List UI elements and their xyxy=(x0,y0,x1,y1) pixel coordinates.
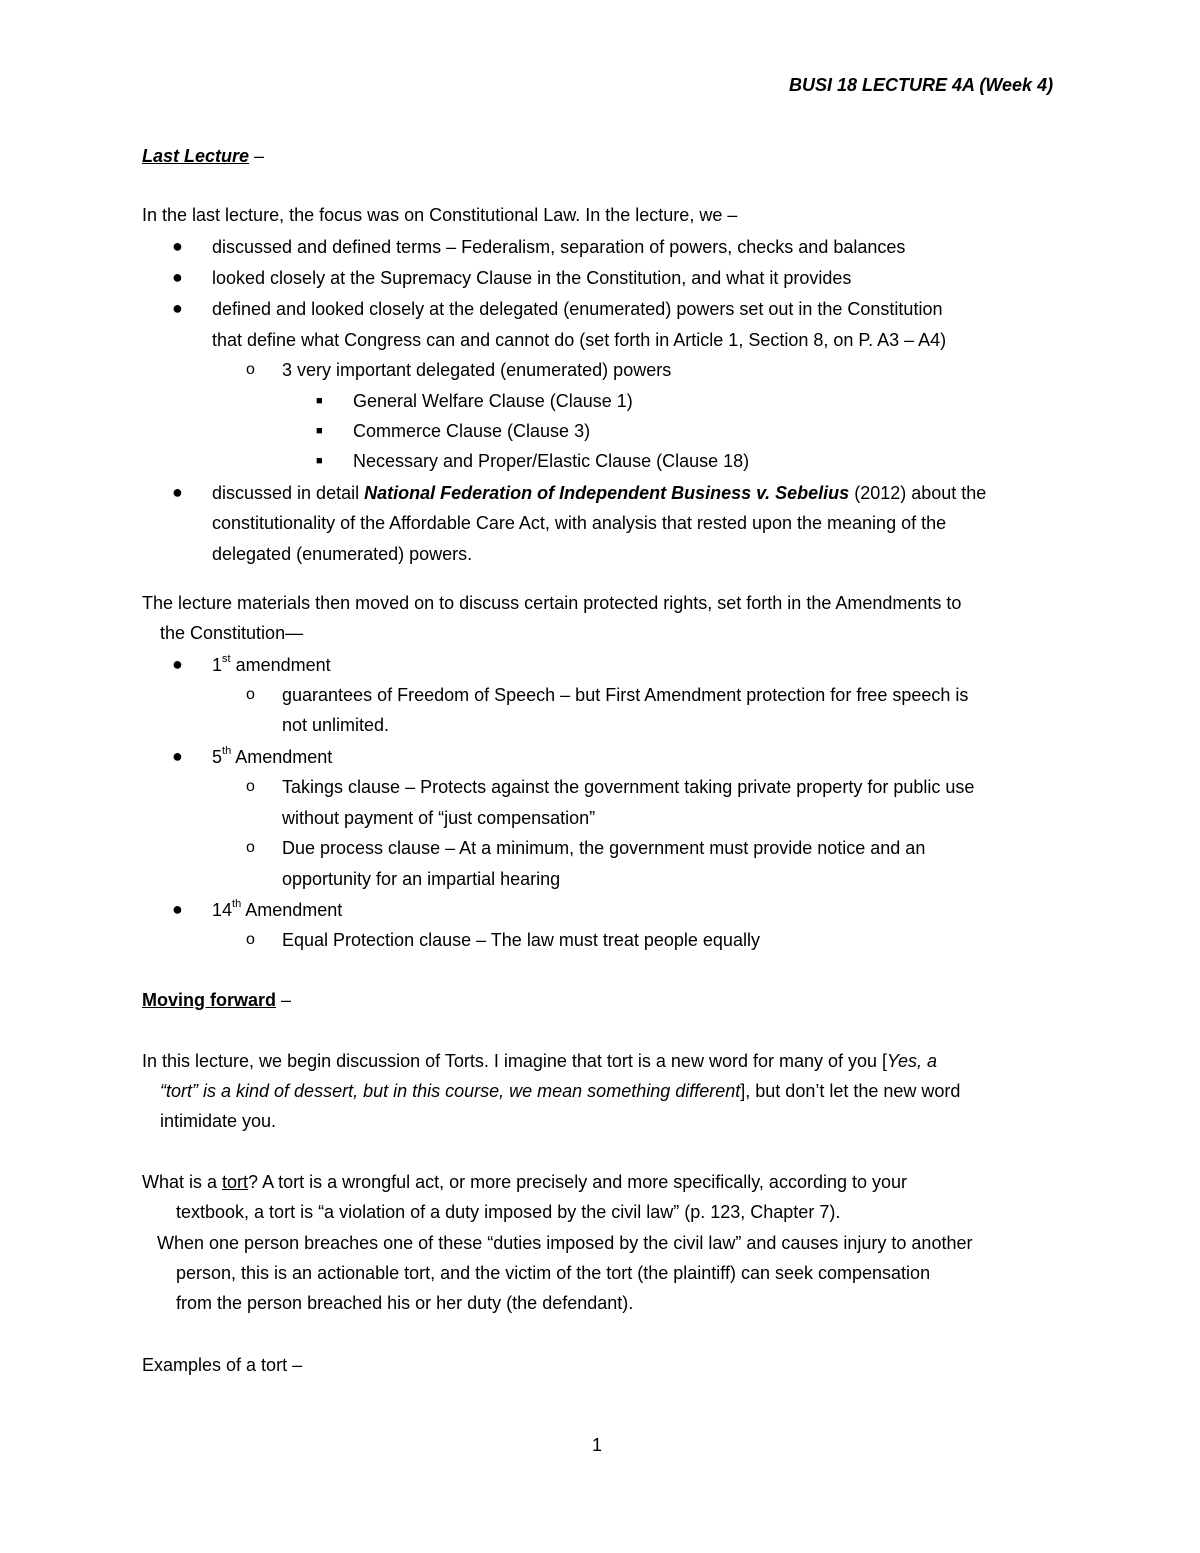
sub-bullet-continued: not unlimited. xyxy=(282,715,390,735)
sub-bullet-item: Equal Protection clause – The law must treat people equally xyxy=(282,930,760,950)
bullet-circle: o xyxy=(246,778,255,795)
amendment-fourteenth xyxy=(212,895,342,925)
clause-item: Necessary and Proper/Elastic Clause (Clause 18) xyxy=(353,451,750,471)
amendments-intro: The lecture materials then moved on to discuss certain protected rights, set forth in the Amendments to xyxy=(142,593,962,613)
bullet-item: looked closely at the Supremacy Clause in the Constitution, and what it provides xyxy=(212,268,852,288)
moving-forward-heading-line xyxy=(142,985,291,1015)
case-bullet-continued: delegated (enumerated) powers. xyxy=(212,544,473,564)
amendment-fifth xyxy=(212,742,332,772)
text-run: In this lecture, we begin discussion of Torts. I imagine that tort is a new word for many of you [ xyxy=(142,1051,888,1071)
sub-bullet-item: 3 very important delegated (enumerated) powers xyxy=(282,360,672,380)
bullet-square: ■ xyxy=(316,425,323,437)
underlined-term: tort xyxy=(222,1172,249,1192)
paragraph-line: When one person breaches one of these “duties imposed by the civil law” and causes injury to another xyxy=(157,1233,973,1253)
bullet-disc: ● xyxy=(172,482,183,502)
sub-bullet-continued: without payment of “just compensation” xyxy=(282,808,596,828)
bullet-disc: ● xyxy=(172,746,183,766)
bullet-circle: o xyxy=(246,839,255,856)
text-run: ], but don’t let the new word xyxy=(740,1081,961,1101)
moving-forward-heading: Moving forward xyxy=(142,990,276,1010)
sub-bullet-item: guarantees of Freedom of Speech – but First Amendment protection for free speech is xyxy=(282,685,969,705)
paragraph-line xyxy=(160,1076,960,1106)
bullet-circle: o xyxy=(246,931,255,948)
text-run: ? A tort is a wrongful act, or more precisely and more specifically, according to your xyxy=(248,1172,908,1192)
bullet-disc: ● xyxy=(172,654,183,674)
case-prefix: discussed in detail xyxy=(212,483,365,503)
sub-bullet-item: Due process clause – At a minimum, the government must provide notice and an xyxy=(282,838,926,858)
amendment-label: Amendment xyxy=(241,900,343,920)
italic-run: “tort” is a kind of dessert, but in this course, we mean something different xyxy=(160,1081,741,1101)
examples-line: Examples of a tort – xyxy=(142,1355,303,1375)
last-lecture-heading: Last Lecture xyxy=(142,146,250,166)
case-name: National Federation of Independent Business v. Sebelius xyxy=(364,483,850,503)
page-header: BUSI 18 LECTURE 4A (Week 4) xyxy=(789,75,1054,95)
bullet-square: ■ xyxy=(316,455,323,467)
last-lecture-intro: In the last lecture, the focus was on Constitutional Law. In the lecture, we – xyxy=(142,205,738,225)
paragraph-line: intimidate you. xyxy=(160,1111,277,1131)
paragraph-line xyxy=(142,1167,907,1197)
amendment-first xyxy=(212,650,331,680)
page-number: 1 xyxy=(592,1435,603,1455)
amendment-number: 1 xyxy=(212,655,223,675)
ordinal-suffix: th xyxy=(222,745,232,757)
bullet-disc: ● xyxy=(172,267,183,287)
paragraph-line: from the person breached his or her duty (the defendant). xyxy=(176,1293,634,1313)
heading-dash: – xyxy=(276,990,292,1010)
amendment-label: amendment xyxy=(230,655,331,675)
heading-dash: – xyxy=(249,146,265,166)
last-lecture-heading-line xyxy=(142,141,264,171)
paragraph-line xyxy=(142,1046,937,1076)
case-year: (2012) about the xyxy=(849,483,987,503)
bullet-item-continued: that define what Congress can and cannot do (set forth in Article 1, Section 8, on P. A3 – A4) xyxy=(212,330,947,350)
amendments-intro-continued: the Constitution— xyxy=(160,623,304,643)
amendment-number: 14 xyxy=(212,900,233,920)
bullet-square: ■ xyxy=(316,395,323,407)
ordinal-suffix: th xyxy=(232,898,242,910)
bullet-item: discussed and defined terms – Federalism, separation of powers, checks and balances xyxy=(212,237,906,257)
bullet-disc: ● xyxy=(172,899,183,919)
case-bullet-continued: constitutionality of the Affordable Care Act, with analysis that rested upon the meaning of the xyxy=(212,513,947,533)
case-bullet-line xyxy=(212,478,986,508)
text-run: What is a xyxy=(142,1172,223,1192)
paragraph-line: textbook, a tort is “a violation of a duty imposed by the civil law” (p. 123, Chapter 7). xyxy=(176,1202,841,1222)
ordinal-suffix: st xyxy=(222,653,231,665)
clause-item: Commerce Clause (Clause 3) xyxy=(353,421,591,441)
amendment-number: 5 xyxy=(212,747,223,767)
bullet-circle: o xyxy=(246,686,255,703)
amendment-label: Amendment xyxy=(231,747,333,767)
clause-item: General Welfare Clause (Clause 1) xyxy=(353,391,633,411)
bullet-item: defined and looked closely at the delegated (enumerated) powers set out in the Constitution xyxy=(212,299,943,319)
bullet-circle: o xyxy=(246,361,255,378)
italic-run: Yes, a xyxy=(887,1051,938,1071)
paragraph-line: person, this is an actionable tort, and the victim of the tort (the plaintiff) can seek compensation xyxy=(176,1263,931,1283)
sub-bullet-item: Takings clause – Protects against the government taking private property for public use xyxy=(282,777,975,797)
bullet-disc: ● xyxy=(172,298,183,318)
sub-bullet-continued: opportunity for an impartial hearing xyxy=(282,869,561,889)
bullet-disc: ● xyxy=(172,236,183,256)
